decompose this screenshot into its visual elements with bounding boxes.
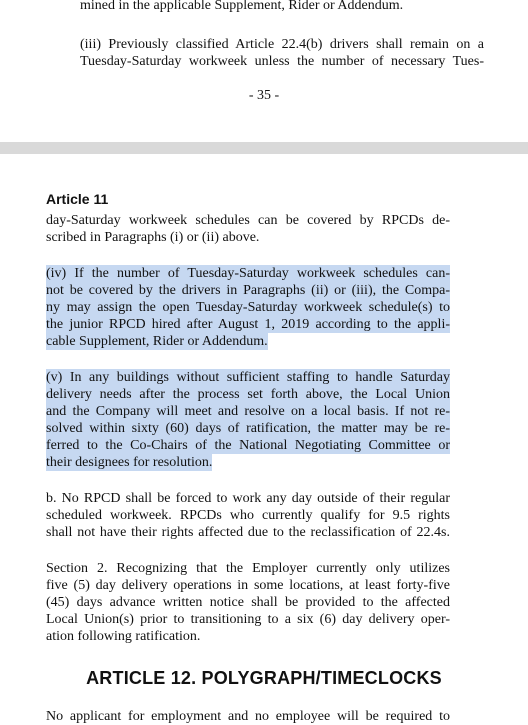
text-line: day-Saturday workweek schedules can be covered by RPCDs de-: [46, 213, 450, 228]
running-header: Article 11: [46, 191, 109, 207]
text-line: (iii) Previously classified Article 22.4(b) drivers shall remain on a: [80, 37, 484, 52]
highlighted-line[interactable]: cable Supplement, Rider or Addendum.: [46, 334, 268, 349]
highlighted-line[interactable]: their designees for resolution.: [46, 455, 213, 470]
highlighted-line[interactable]: not be covered by the drivers in Paragraphs (ii) or (iii), the Compa-: [46, 283, 450, 298]
text-line: scribed in Paragraphs (i) or (ii) above.: [46, 230, 260, 245]
text-line: shall not have their rights affected due to the reclassification of 22.4s.: [46, 525, 450, 540]
text-line: mined in the applicable Supplement, Rider or Addendum.: [80, 0, 404, 13]
highlighted-line[interactable]: (v) In any buildings without sufficient staffing to handle Saturday: [46, 370, 450, 385]
page-separator: [0, 142, 528, 154]
highlighted-line[interactable]: delivery needs after the process set forth above, the Local Union: [46, 387, 450, 402]
highlighted-line[interactable]: ferred to the Co-Chairs of the National Negotiating Committee or: [46, 438, 450, 453]
highlighted-line[interactable]: ny may assign the open Tuesday-Saturday workweek schedule(s) to: [46, 300, 450, 315]
previous-page: [0, 0, 528, 142]
text-line: ation following ratification.: [46, 629, 201, 644]
text-line: No applicant for employment and no employee will be required to: [46, 709, 450, 724]
text-line: Local Union(s) prior to transitioning to a six (6) day delivery oper-: [46, 612, 450, 627]
text-line: five (5) day delivery operations in some locations, at least forty-five: [46, 578, 450, 593]
text-line: Tuesday-Saturday workweek unless the number of necessary Tues-: [80, 54, 484, 69]
page-number: - 35 -: [248, 88, 280, 103]
highlighted-line[interactable]: the junior RPCD hired after August 1, 2019 according to the appli-: [46, 317, 450, 332]
current-page: [0, 154, 528, 724]
text-line: (45) days advance written notice shall be provided to the affected: [46, 595, 450, 610]
article-heading: ARTICLE 12. POLYGRAPH/TIMECLOCKS: [86, 668, 442, 688]
text-line: Section 2. Recognizing that the Employer currently only utilizes: [46, 561, 450, 576]
text-line: scheduled workweek. RPCDs who currently qualify for 9.5 rights: [46, 508, 450, 523]
highlighted-line[interactable]: solved within sixty (60) days of ratification, the matter may be re-: [46, 421, 450, 436]
text-line: b. No RPCD shall be forced to work any day outside of their regular: [46, 491, 450, 506]
highlighted-line[interactable]: and the Company will meet and resolve on a local basis. If not re-: [46, 404, 450, 419]
highlighted-line[interactable]: (iv) If the number of Tuesday-Saturday workweek schedules can-: [46, 266, 450, 281]
